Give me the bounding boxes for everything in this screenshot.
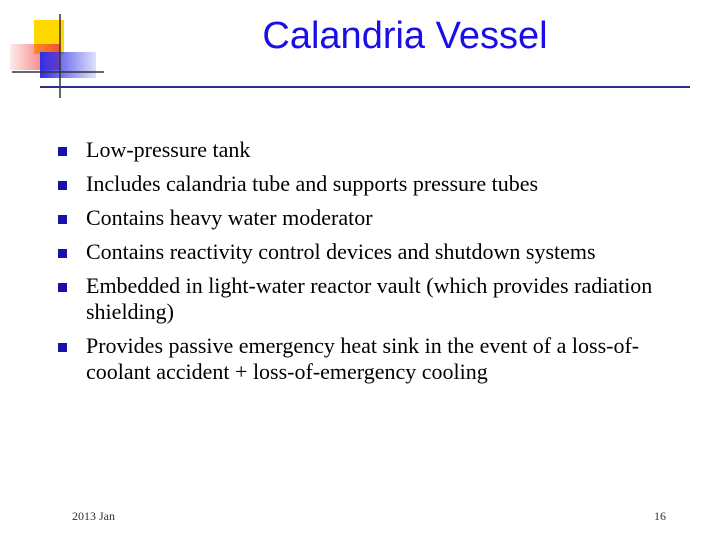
bullet-text: Embedded in light-water reactor vault (which provides radiation shielding) (86, 273, 653, 324)
slide-title: Calandria Vessel (262, 15, 548, 57)
bullet-text: Includes calandria tube and supports pressure tubes (86, 171, 539, 196)
square-bullet-icon (58, 283, 67, 292)
bullet-text: Low-pressure tank (86, 137, 251, 162)
square-bullet-icon (58, 181, 67, 190)
page-number: 16 (654, 509, 666, 523)
bullet-item (58, 205, 698, 231)
bullet-text: Contains heavy water moderator (86, 205, 373, 230)
square-bullet-icon (58, 147, 67, 156)
square-bullet-icon (58, 249, 67, 258)
footer-date: 2013 Jan (72, 509, 115, 523)
square-bullet-icon (58, 215, 67, 224)
square-bullet-icon (58, 343, 67, 352)
bullet-item (58, 171, 698, 197)
bullet-text: Provides passive emergency heat sink in the event of a loss-of-coolant accident + loss-of-emergency cooling (86, 333, 640, 384)
title-divider (40, 86, 690, 88)
bullet-list (58, 137, 698, 393)
bullet-item (58, 137, 698, 163)
bullet-text: Contains reactivity control devices and shutdown systems (86, 239, 596, 264)
decorative-squares-logo (0, 0, 110, 110)
bullet-item (58, 273, 698, 325)
bullet-item (58, 333, 698, 385)
bullet-item (58, 239, 698, 265)
